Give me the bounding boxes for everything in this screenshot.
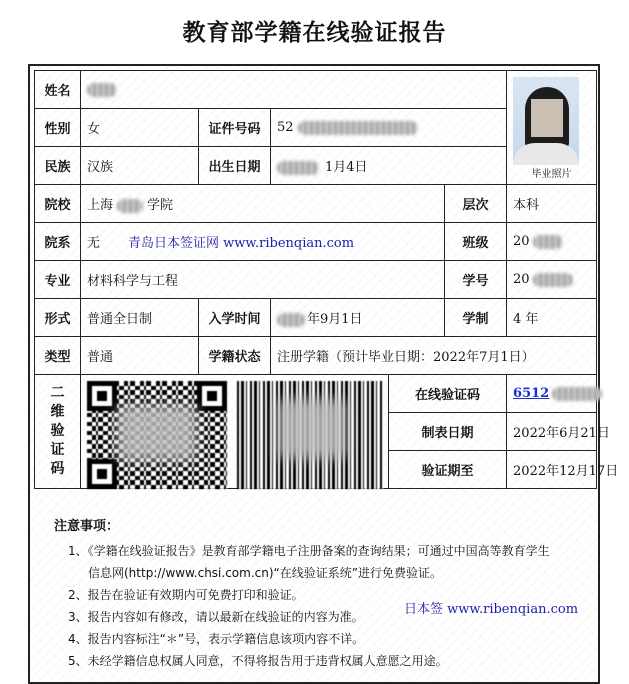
value-major: 材料科学与工程 <box>81 261 445 299</box>
barcode-image <box>237 381 383 489</box>
value-birth <box>271 147 507 185</box>
info-grid <box>34 70 619 489</box>
note-item: 3、报告内容如有修改，请以最新在线验证的内容为准。 <box>68 610 364 624</box>
value-issue-date: 2022年6月21日 <box>507 413 597 451</box>
label-department: 院系 <box>35 223 81 261</box>
photo-caption: 毕业照片 <box>531 169 572 180</box>
value-expire: 2022年12月17日 <box>507 451 597 489</box>
label-type: 类型 <box>35 337 81 375</box>
value-name <box>81 71 507 109</box>
redacted-enroll-year <box>277 313 305 327</box>
qr-codes-cell <box>81 375 389 489</box>
value-student-no <box>507 261 597 299</box>
student-no-prefix: 20 <box>513 272 530 287</box>
label-name: 姓名 <box>35 71 81 109</box>
watermark-bottom: 日本签 www.ribenqian.com <box>404 602 579 617</box>
label-form: 形式 <box>35 299 81 337</box>
label-issue-date: 制表日期 <box>389 413 507 451</box>
department-value: 无 <box>87 236 101 251</box>
qr-code-image <box>87 381 227 489</box>
school-prefix: 上海 <box>87 198 114 213</box>
label-gender: 性别 <box>35 109 81 147</box>
photo-cell <box>507 71 597 185</box>
value-level: 本科 <box>507 185 597 223</box>
label-duration: 学制 <box>445 299 507 337</box>
notes-heading: 注意事项： <box>54 519 120 534</box>
note-item: 4、报告内容标注“＊”号，表示学籍信息该项内容不详。 <box>68 632 365 646</box>
value-ethnicity: 汉族 <box>81 147 199 185</box>
label-expire: 验证期至 <box>389 451 507 489</box>
label-student-no: 学号 <box>445 261 507 299</box>
class-prefix: 20 <box>513 234 530 249</box>
value-type: 普通 <box>81 337 199 375</box>
student-photo <box>513 77 579 163</box>
notes-section <box>54 516 584 672</box>
enroll-suffix: 年9月1日 <box>307 312 363 327</box>
redacted-birth-year <box>277 161 319 175</box>
value-enroll <box>271 299 445 337</box>
label-status: 学籍状态 <box>199 337 271 375</box>
value-form: 普通全日制 <box>81 299 199 337</box>
value-class <box>507 223 597 261</box>
value-id <box>271 109 507 147</box>
label-major: 专业 <box>35 261 81 299</box>
value-status: 注册学籍（预计毕业日期：2022年7月1日） <box>271 337 597 375</box>
redacted-vcode <box>552 387 602 401</box>
value-vcode[interactable] <box>507 375 597 413</box>
id-prefix: 52 <box>277 120 294 135</box>
redacted-name <box>87 83 117 97</box>
info-table <box>34 70 619 489</box>
redacted-student-no <box>533 273 573 287</box>
label-qr: 二维验证码 <box>50 385 65 477</box>
value-duration: 4 年 <box>507 299 597 337</box>
school-suffix: 学院 <box>147 198 174 213</box>
label-qr-cell <box>35 375 81 489</box>
redacted-class <box>533 235 563 249</box>
label-level: 层次 <box>445 185 507 223</box>
report-title: 教育部学籍在线验证报告 <box>182 20 447 46</box>
report-frame <box>28 64 619 684</box>
label-birth: 出生日期 <box>199 147 271 185</box>
note-item: 1、《学籍在线验证报告》是教育部学籍电子注册备案的查询结果；可通过中国高等教育学生 <box>68 544 550 558</box>
value-department <box>81 223 445 261</box>
label-school: 院校 <box>35 185 81 223</box>
label-enroll: 入学时间 <box>199 299 271 337</box>
watermark-mid: 青岛日本签证网 www.ribenqian.com <box>128 236 355 251</box>
note-item: 5、未经学籍信息权属人同意，不得将报告用于违背权属人意愿之用途。 <box>68 654 448 668</box>
value-school <box>81 185 445 223</box>
value-gender: 女 <box>81 109 199 147</box>
label-ethnicity: 民族 <box>35 147 81 185</box>
label-vcode: 在线验证码 <box>389 375 507 413</box>
note-item: 信息网(http://www.chsi.com.cn)“在线验证系统”进行免费验证。 <box>88 566 442 580</box>
note-item: 2、报告在验证有效期内可免费打印和验证。 <box>68 588 304 602</box>
redacted-school <box>117 199 143 213</box>
vcode-link[interactable]: 6512 <box>513 386 550 401</box>
label-class: 班级 <box>445 223 507 261</box>
redacted-id <box>298 121 418 135</box>
label-id: 证件号码 <box>199 109 271 147</box>
birth-suffix: 1月4日 <box>325 160 368 175</box>
